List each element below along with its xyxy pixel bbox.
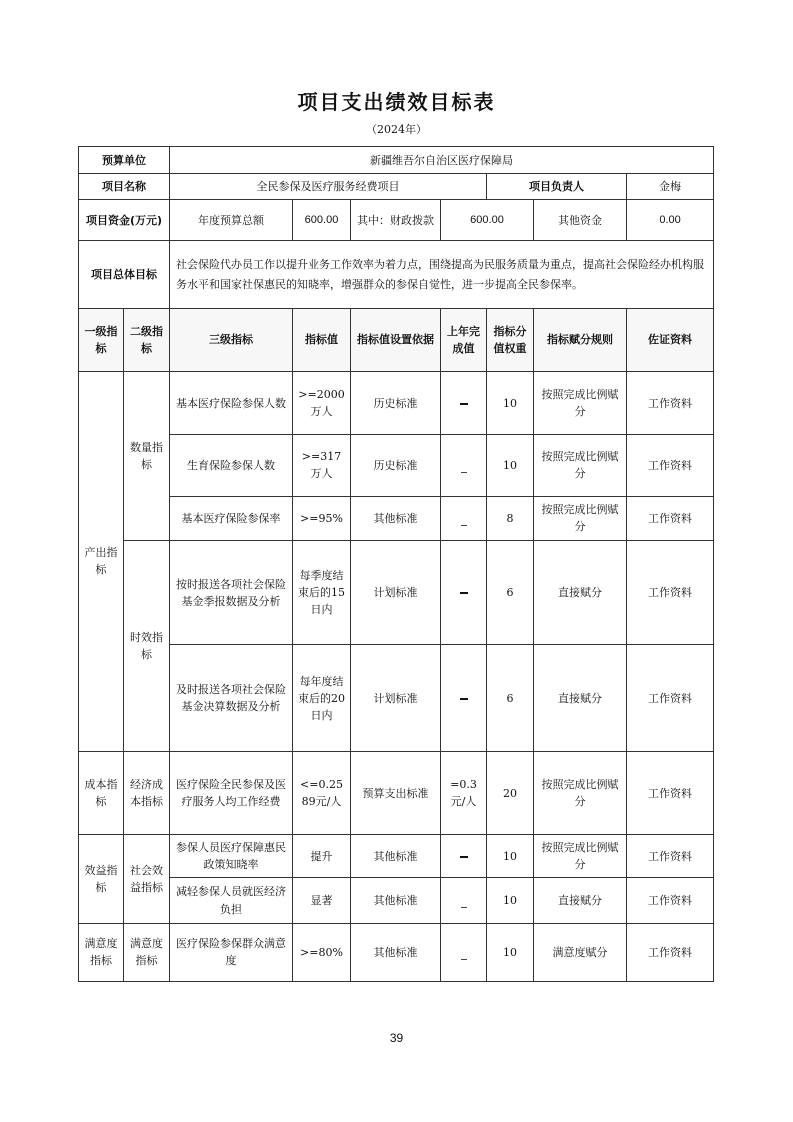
last-year-value [441,540,487,645]
indicator-value: 提升 [293,835,351,878]
indicator-name: 生育保险参保人数 [170,435,293,496]
indicator-rule: 满意度赋分 [534,923,627,981]
header-evidence: 佐证资料 [627,308,714,371]
annual-budget-value: 600.00 [293,200,351,241]
indicator-name: 参保人员医疗保障惠民政策知晓率 [170,835,293,878]
group-output: 产出指标 [79,372,124,752]
indicator-weight: 10 [487,835,534,878]
group-satisfaction: 满意度指标 [79,923,124,981]
last-year-value [441,878,487,923]
indicator-weight: 10 [487,878,534,923]
group-quantity: 数量指标 [124,372,170,541]
indicator-evidence: 工作资料 [627,923,714,981]
indicator-name: 基本医疗保险参保率 [170,496,293,540]
last-year-value [441,496,487,540]
indicator-rule: 直接赋分 [534,878,627,923]
last-year-value [441,435,487,496]
indicator-basis: 其他标准 [351,835,441,878]
page-number: 39 [389,1031,404,1045]
dash-mark [460,698,468,700]
goal-row [79,241,714,308]
last-year-value: =0.3元/人 [441,751,487,834]
indicator-basis: 计划标准 [351,540,441,645]
unit-value: 新疆维吾尔自治区医疗保障局 [170,147,714,174]
indicator-weight: 6 [487,540,534,645]
indicator-evidence: 工作资料 [627,835,714,878]
indicator-rule: 直接赋分 [534,540,627,645]
indicator-name: 医疗保险参保群众满意度 [170,923,293,981]
indicator-weight: 8 [487,496,534,540]
header-value: 指标值 [293,308,351,371]
leader-value: 金梅 [627,174,714,200]
table-row [79,435,714,496]
annual-budget-label: 年度预算总额 [170,200,293,241]
goal-label: 项目总体目标 [79,241,170,308]
group-social-benefit: 社会效益指标 [124,835,170,923]
dash-mark [460,403,468,405]
unit-row [79,147,714,174]
table-row [79,496,714,540]
underscore-mark [461,907,467,908]
unit-label: 预算单位 [79,147,170,174]
indicator-name: 及时报送各项社会保险基金决算数据及分析 [170,645,293,752]
indicator-value: >=80% [293,923,351,981]
group-satisfaction-sub: 满意度指标 [124,923,170,981]
underscore-mark [461,472,467,473]
indicator-value: >=317万人 [293,435,351,496]
goal-text: 社会保险代办员工作以提升业务工作效率为着力点，围绕提高为民服务质量为重点，提高社会保险经办机构服务水平和国家社保惠民的知晓率，增强群众的参保自觉性，进一步提高全民参保率。 [170,241,714,308]
indicator-value: >=2000万人 [293,372,351,435]
table-row [79,645,714,752]
indicator-rule: 按照完成比例赋分 [534,435,627,496]
header-rule: 指标赋分规则 [534,308,627,371]
dash-mark [460,856,468,858]
header-level1: 一级指标 [79,308,124,371]
indicator-name: 医疗保险全民参保及医疗服务人均工作经费 [170,751,293,834]
year-label: （2024年） [366,123,427,136]
project-value: 全民参保及医疗服务经费项目 [170,174,487,200]
indicator-rule: 按照完成比例赋分 [534,496,627,540]
performance-table [78,146,714,982]
table-row [79,835,714,878]
header-weight: 指标分值权重 [487,308,534,371]
indicator-evidence: 工作资料 [627,435,714,496]
underscore-mark [461,525,467,526]
indicator-name: 减轻参保人员就医经济负担 [170,878,293,923]
table-row [79,923,714,981]
header-last-year: 上年完成值 [441,308,487,371]
indicator-weight: 10 [487,435,534,496]
indicator-value: >=95% [293,496,351,540]
indicator-weight: 10 [487,923,534,981]
last-year-value [441,835,487,878]
indicator-evidence: 工作资料 [627,878,714,923]
header-level2: 二级指标 [124,308,170,371]
indicator-value: 显著 [293,878,351,923]
group-cost: 成本指标 [79,751,124,834]
project-row [79,174,714,200]
last-year-value [441,645,487,752]
project-label: 项目名称 [79,174,170,200]
underscore-mark [461,959,467,960]
indicator-basis: 历史标准 [351,372,441,435]
indicator-basis: 其他标准 [351,923,441,981]
header-level3: 三级指标 [170,308,293,371]
leader-label: 项目负责人 [487,174,627,200]
table-row [79,751,714,834]
table-row [79,540,714,645]
indicator-rule: 按照完成比例赋分 [534,372,627,435]
indicator-evidence: 工作资料 [627,540,714,645]
group-economic-cost: 经济成本指标 [124,751,170,834]
indicator-basis: 历史标准 [351,435,441,496]
table-row [79,372,714,435]
indicator-basis: 计划标准 [351,645,441,752]
header-basis: 指标值设置依据 [351,308,441,371]
indicator-rule: 按照完成比例赋分 [534,751,627,834]
page-title: 项目支出绩效目标表 [297,90,496,114]
last-year-value [441,372,487,435]
other-funds-label: 其他资金 [534,200,627,241]
fiscal-value: 600.00 [441,200,534,241]
dash-mark [460,592,468,594]
indicator-value: <=0.2589元/人 [293,751,351,834]
indicator-weight: 10 [487,372,534,435]
indicator-weight: 6 [487,645,534,752]
indicator-name: 按时报送各项社会保险基金季报数据及分析 [170,540,293,645]
indicator-basis: 其他标准 [351,878,441,923]
indicator-evidence: 工作资料 [627,645,714,752]
indicator-value: 每季度结束后的15日内 [293,540,351,645]
fiscal-label: 其中：财政拨款 [351,200,441,241]
indicator-weight: 20 [487,751,534,834]
indicator-basis: 预算支出标准 [351,751,441,834]
table-row [79,878,714,923]
indicator-evidence: 工作资料 [627,372,714,435]
indicator-name: 基本医疗保险参保人数 [170,372,293,435]
indicator-basis: 其他标准 [351,496,441,540]
other-funds-value: 0.00 [627,200,714,241]
funds-label: 项目资金(万元) [79,200,170,241]
funds-row [79,200,714,241]
indicator-evidence: 工作资料 [627,496,714,540]
indicator-evidence: 工作资料 [627,751,714,834]
header-row [79,308,714,371]
indicator-rule: 直接赋分 [534,645,627,752]
group-timeliness: 时效指标 [124,540,170,751]
indicator-value: 每年度结束后的20日内 [293,645,351,752]
last-year-value [441,923,487,981]
indicator-rule: 按照完成比例赋分 [534,835,627,878]
group-benefit: 效益指标 [79,835,124,923]
